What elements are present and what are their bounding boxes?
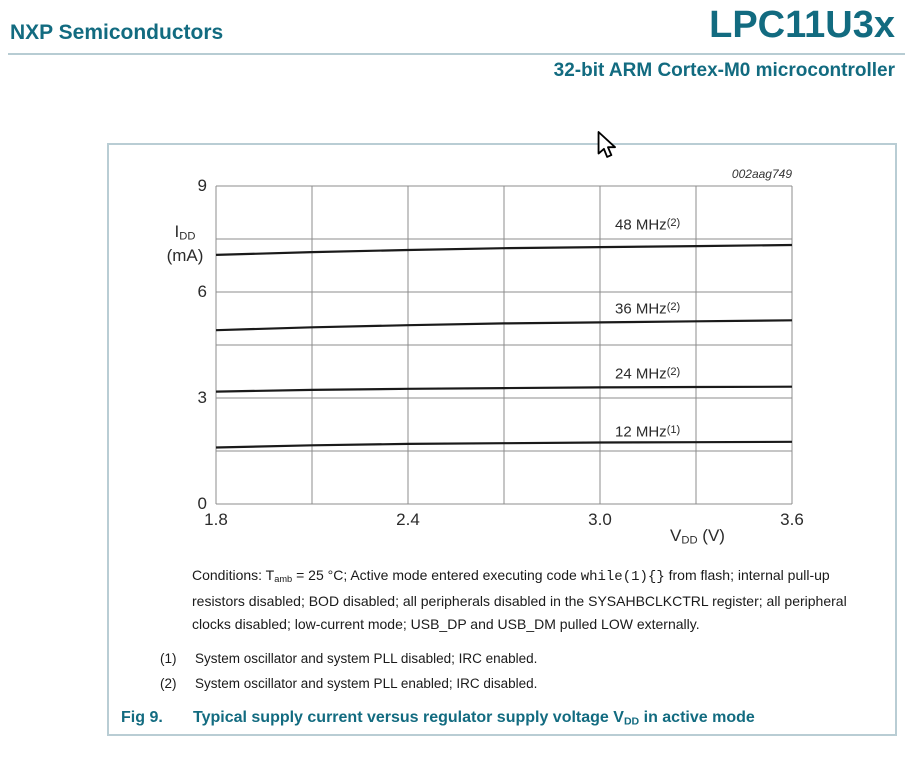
plot-id-watermark: 002aag749 xyxy=(731,167,792,181)
x-tick-label: 1.8 xyxy=(204,510,228,529)
product-title: LPC11U3x xyxy=(709,4,895,46)
figure-9-panel xyxy=(107,143,897,736)
x-tick-label: 2.4 xyxy=(396,510,420,529)
curve-label-24mhz: 24 MHz$^{(2)}$ xyxy=(615,365,681,383)
curve-label-36mhz: 36 MHz$^{(2)}$ xyxy=(615,300,681,318)
header-divider xyxy=(8,53,905,55)
mouse-cursor xyxy=(597,131,617,162)
y-tick-label: 0 xyxy=(197,494,207,513)
figure-number: Fig 9. xyxy=(121,709,163,726)
x-tick-label: 3.0 xyxy=(588,510,612,529)
inline-code: while(1){} xyxy=(580,569,665,585)
y-tick-label: 3 xyxy=(197,388,207,407)
y-axis-title: $I_{DD}$ (mA) xyxy=(166,222,204,266)
supply-current-chart xyxy=(216,186,792,504)
y-tick-label: 6 xyxy=(197,282,207,301)
vendor-name: NXP Semiconductors xyxy=(10,21,224,44)
figure-conditions: Conditions: $T_{amb} = 25$ °C; Active mode entered executing code while(1){} from flash; internal pull-up resistors disabled; BOD disabled; all peripherals disabled in the SYSAHBCLKCTRL register; all peripheral clocks disabled; low-current mode; USB_DP and USB_DM pulled LOW externally. xyxy=(192,567,847,632)
y-tick-label: 9 xyxy=(197,176,207,195)
curve-label-12mhz: 12 MHz$^{(1)}$ xyxy=(615,423,681,441)
curve-label-48mhz: 48 MHz$^{(2)}$ xyxy=(615,216,681,234)
footnote-2: (2) System oscillator and system PLL enabled; IRC disabled. xyxy=(160,676,538,691)
figure-caption: Fig 9. Typical supply current versus regulator supply voltage $V_{DD}$ in active mode xyxy=(121,709,755,728)
x-tick-label: 3.6 xyxy=(780,510,804,529)
footnote-1: (1) System oscillator and system PLL disabled; IRC enabled. xyxy=(160,651,538,666)
x-axis-title: $V_{DD}$ (V) xyxy=(670,526,725,547)
document-subtitle: 32-bit ARM Cortex-M0 microcontroller xyxy=(553,60,895,81)
